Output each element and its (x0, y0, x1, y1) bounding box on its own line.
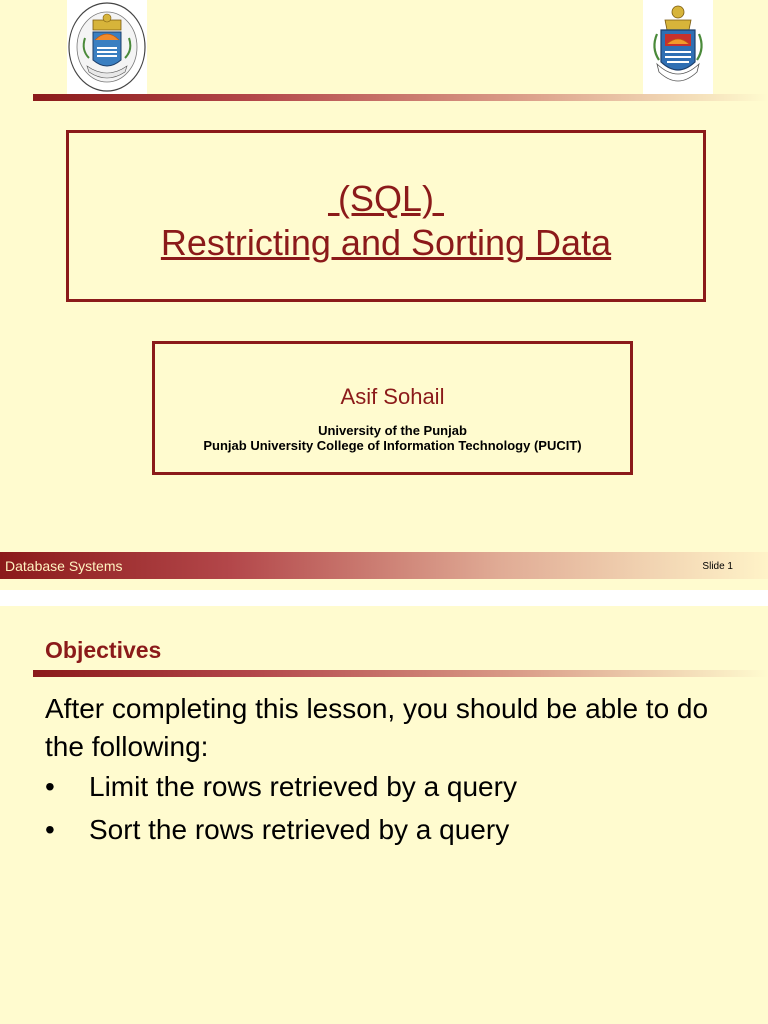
affiliation-college: Punjab University College of Information Technology (PUCIT) (203, 438, 582, 453)
title-line-1: (SQL) (327, 178, 444, 219)
list-item-text: Limit the rows retrieved by a query (89, 771, 517, 802)
title-line-2: Restricting and Sorting Data (160, 222, 612, 263)
pucit-crest-logo (67, 0, 147, 94)
list-item (45, 811, 517, 849)
punjab-university-crest-logo (643, 0, 713, 94)
objectives-slide (0, 606, 768, 1024)
slide-number: Slide 1 (702, 561, 733, 572)
intro-text: After completing this lesson, you should be able to do the following: (45, 693, 709, 762)
bullet-icon: • (45, 771, 55, 802)
header-rule (33, 94, 768, 101)
list-item (45, 768, 517, 806)
affiliation-university: University of the Punjab (318, 423, 467, 438)
title-box (66, 130, 706, 302)
course-name: Database Systems (5, 558, 123, 574)
slide-heading: Objectives (45, 637, 162, 663)
author-box (152, 341, 633, 475)
list-item-text: Sort the rows retrieved by a query (89, 814, 510, 845)
objective-list (45, 768, 517, 854)
bullet-icon: • (45, 814, 55, 845)
author-name: Asif Sohail (340, 384, 445, 409)
slide-footer (0, 552, 768, 579)
heading-rule (33, 670, 768, 677)
slide-separator (0, 590, 768, 606)
